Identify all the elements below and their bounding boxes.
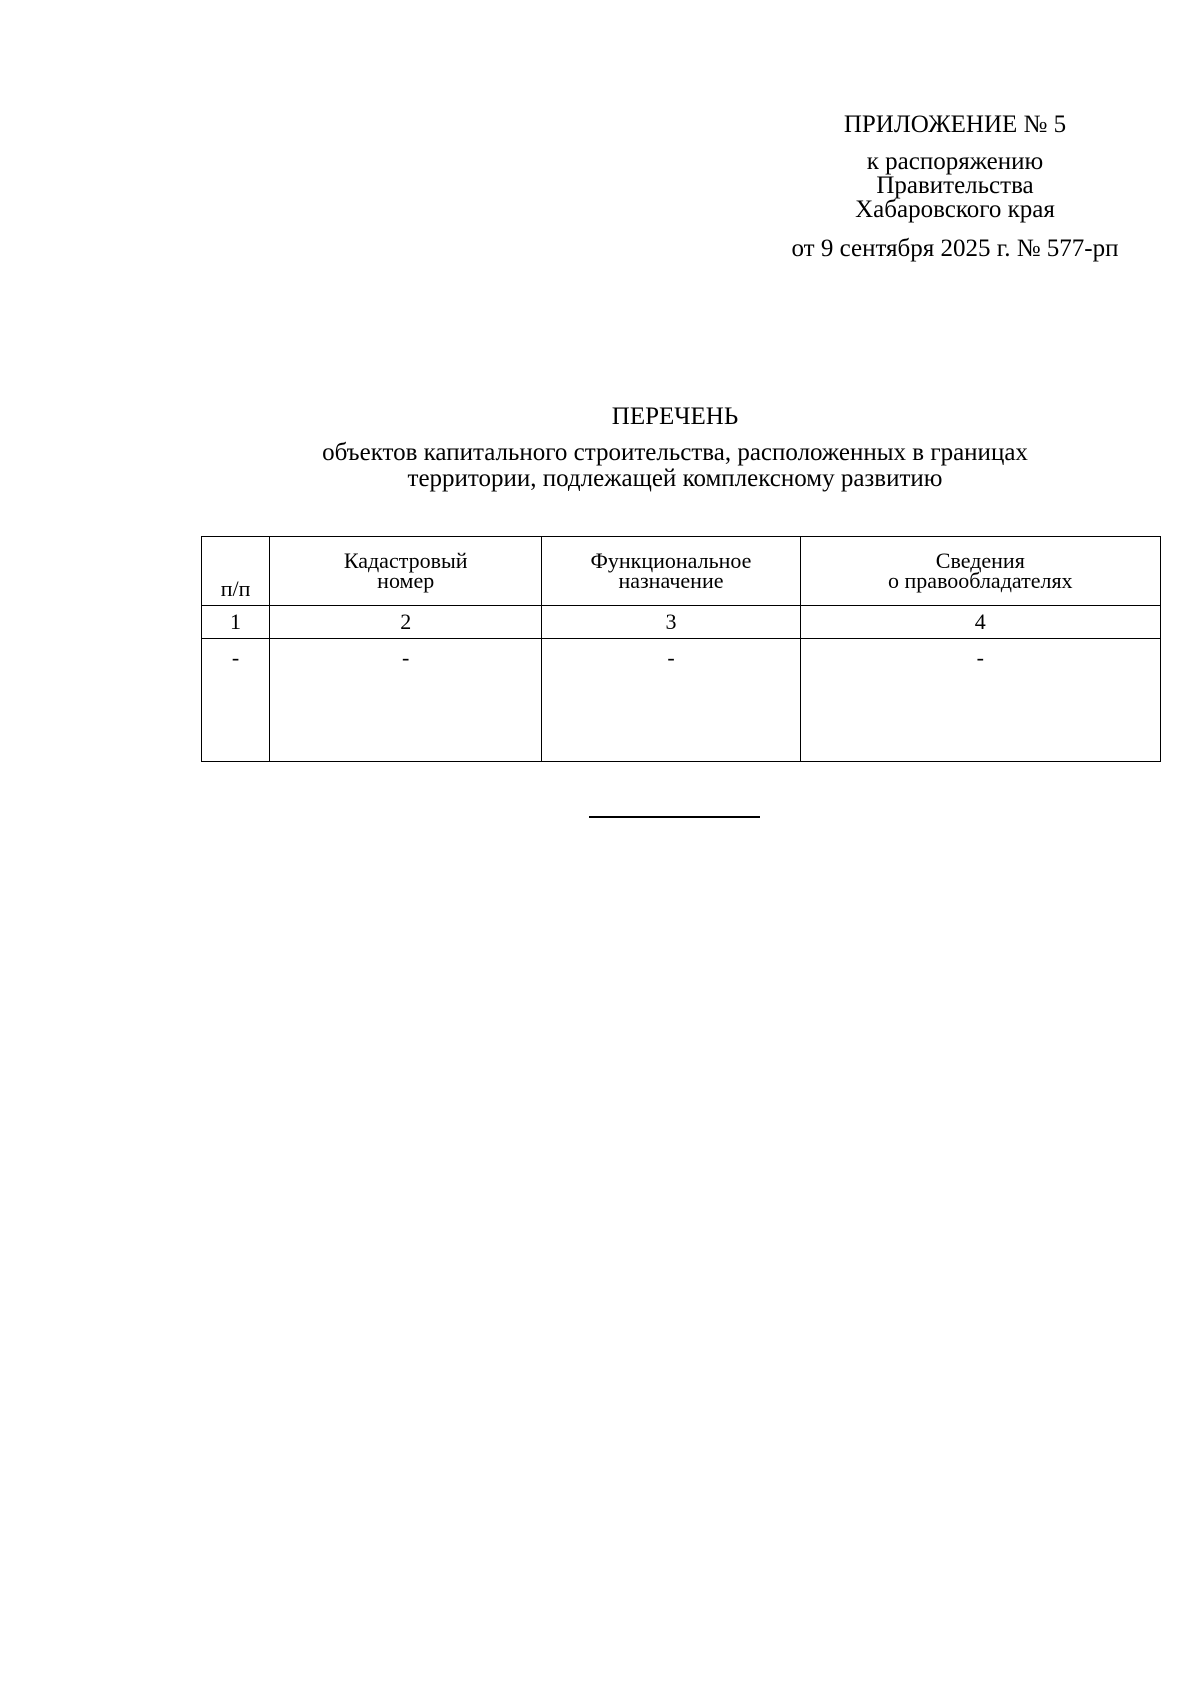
document-subtitle-line-2: территории, подлежащей комплексному развитию xyxy=(407,465,943,492)
header-number-label: п/п xyxy=(220,576,251,601)
document-subtitle-line-1: объектов капитального строительства, расположенных в границах xyxy=(322,439,1028,466)
column-number-cell: 4 xyxy=(800,606,1160,639)
appendix-line-order: к распоряжению xyxy=(866,148,1044,175)
column-number-cell: 1 xyxy=(202,606,270,639)
column-number-row xyxy=(202,606,1161,639)
appendix-line-government: Правительства xyxy=(876,172,1034,199)
objects-table xyxy=(201,536,1161,762)
appendix-date-line: от 9 сентября 2025 г. № 577-рп xyxy=(791,235,1119,262)
appendix-block xyxy=(760,108,1150,266)
table-cell-owners: - xyxy=(800,639,1160,762)
header-cadastral-line-2: номер xyxy=(377,568,435,593)
header-cadastral-line-1: Кадастровый xyxy=(343,548,468,573)
table-row xyxy=(202,639,1161,762)
header-owners xyxy=(800,537,1160,606)
column-number-cell: 3 xyxy=(542,606,800,639)
header-number xyxy=(202,537,270,606)
closing-rule-divider xyxy=(589,816,760,818)
header-owners-line-1: Сведения xyxy=(935,548,1025,573)
table-header-row xyxy=(202,537,1161,606)
header-function-line-2: назначение xyxy=(618,568,724,593)
appendix-line-region: Хабаровского края xyxy=(855,196,1055,223)
table-cell-number: - xyxy=(202,639,270,762)
header-cadastral-number xyxy=(270,537,542,606)
header-function xyxy=(542,537,800,606)
header-owners-line-2: о правообладателях xyxy=(888,568,1073,593)
document-heading xyxy=(200,400,1150,492)
table-cell-function: - xyxy=(542,639,800,762)
document-title: ПЕРЕЧЕНЬ xyxy=(611,403,739,430)
column-number-cell: 2 xyxy=(270,606,542,639)
appendix-title: ПРИЛОЖЕНИЕ № 5 xyxy=(843,111,1067,138)
table-cell-cadastral: - xyxy=(270,639,542,762)
header-function-line-1: Функциональное xyxy=(590,548,752,573)
